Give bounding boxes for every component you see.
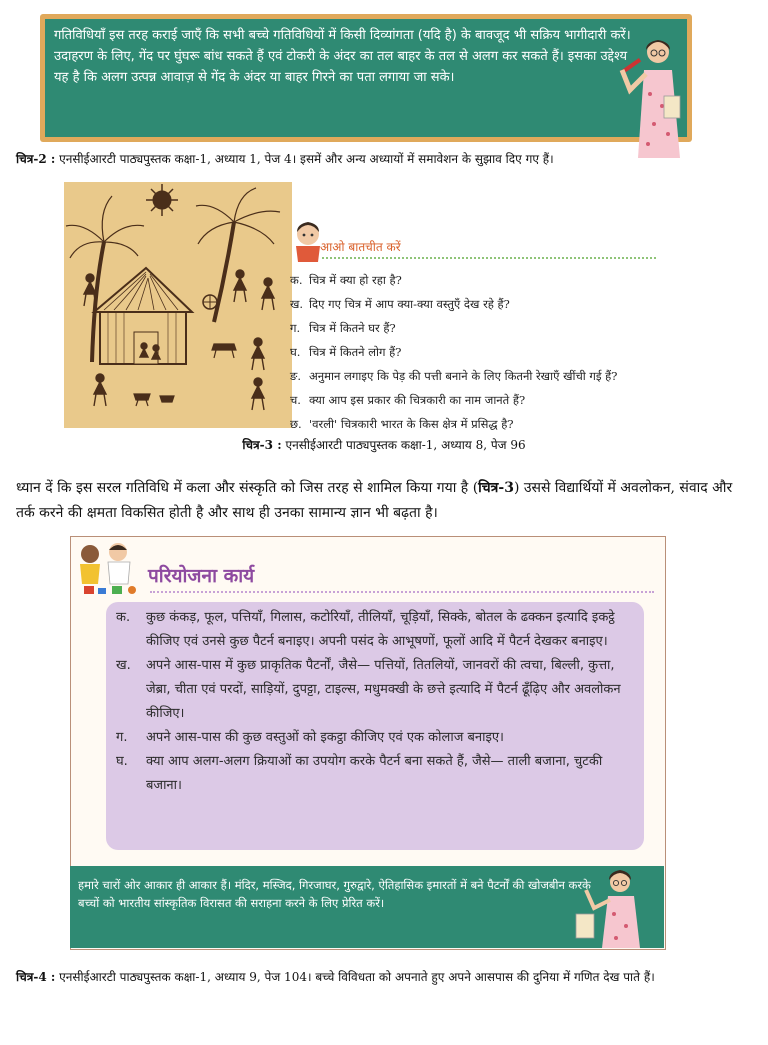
list-item: [290, 316, 670, 340]
question-text: क्या आप इस प्रकार की चित्रकारी का नाम जानते हैं?: [309, 393, 526, 407]
paragraph-text-end: ) उससे विद्यार्थियों में अवलोकन, संवाद और तर्क करने की क्षमता विकसित होती है और साथ ही उनका सामान्य ज्ञान भी बढ़ता है।: [16, 480, 733, 521]
figure-3-caption-label: चित्र-3 :: [242, 438, 282, 452]
question-key: घ.: [290, 345, 301, 359]
list-item: [290, 364, 670, 388]
question-key: ग.: [290, 321, 301, 335]
figure-2-caption-text: एनसीईआरटी पाठ्यपुस्तक कक्षा-1, अध्याय 1, पेज 4। इसमें और अन्य अध्यायों में समावेशन के सुझाव दिए गए हैं।: [55, 152, 554, 166]
list-item: [290, 388, 670, 412]
chalkboard-surface: [45, 19, 687, 137]
list-item: [290, 412, 670, 436]
question-key: छ.: [290, 417, 302, 431]
item-key: ख.: [116, 658, 131, 673]
list-item: [116, 726, 642, 750]
item-text: अपने आस-पास में कुछ प्राकृतिक पैटर्नों, जैसे— पत्तियों, तितलियों, जानवरों की त्वचा, बिल्ली, कुत्ता, जेब्रा, चीता एवं परदों, साड़ियों, दुपट्टा, टाइल्स, मधुमक्खी के छत्ते इत्यादि में पैटर्न ढूँढ़िए और अवलोकन कीजिए।: [146, 658, 621, 721]
body-paragraph: [16, 476, 752, 526]
list-item: [290, 340, 670, 364]
project-item-list: [116, 606, 642, 798]
children-illustration: [72, 540, 144, 598]
discussion-question-list: [290, 268, 670, 436]
paragraph-text-start: ध्यान दें कि इस सरल गतिविधि में कला और संस्कृति को जिस तरह से शामिल किया गया है (: [16, 480, 479, 496]
figure-2-caption-label: चित्र-2 :: [16, 152, 56, 166]
question-text: चित्र में कितने लोग हैं?: [309, 345, 402, 359]
discussion-panel-title: आओ बातचीत करें: [320, 240, 401, 254]
figure-4-caption: [16, 966, 746, 988]
question-text: चित्र में क्या हो रहा है?: [309, 273, 402, 287]
teacher-illustration: [572, 866, 658, 948]
item-text: अपने आस-पास की कुछ वस्तुओं को इकट्ठा कीजिए एवं एक कोलाज बनाइए।: [146, 730, 504, 745]
figure-3-caption-text: एनसीईआरटी पाठ्यपुस्तक कक्षा-1, अध्याय 8, पेज 96: [281, 438, 526, 452]
item-key: क.: [116, 610, 131, 625]
figure-4-caption-text: एनसीईआरटी पाठ्यपुस्तक कक्षा-1, अध्याय 9, पेज 104। बच्चे विविधता को अपनाते हुए अपने आसपास की दुनिया में गणित देख पाते हैं।: [55, 970, 655, 984]
question-text: अनुमान लगाइए कि पेड़ की पत्ती बनाने के लिए कितनी रेखाएँ खींची गई हैं?: [309, 369, 618, 383]
item-key: घ.: [116, 754, 128, 769]
chalkboard-text: गतिविधियाँ इस तरह कराई जाएँ कि सभी बच्चे गतिविधियों में किसी दिव्यांगता (यदि है) के बावजूद भी सक्रिय भागीदारी करें। उदाहरण के लिए, गेंद पर घुंघरू बांध सकते हैं एवं टोकरी के अंदर का तल बाहर के तल से अलग कर सकते हैं। इसका उद्देश्य यह है कि अलग उत्पन्न आवाज़ से गेंद के अंदर या बाहर गिरने का पता लगाया जा सके।: [54, 28, 631, 85]
list-item: [290, 292, 670, 316]
teacher-illustration: [614, 34, 686, 158]
figure-4-caption-label: चित्र-4 :: [16, 970, 56, 984]
question-key: च.: [290, 393, 301, 407]
question-key: ख.: [290, 297, 304, 311]
figure-2-caption: [16, 150, 756, 169]
item-text: कुछ कंकड़, फूल, पत्तियाँ, गिलास, कटोरियाँ, तीलियाँ, चूड़ियाँ, सिक्के, बोतल के ढक्कन इत्यादि इकट्ठे कीजिए एवं उनसे कुछ पैटर्न बनाइए। अपनी पसंद के आभूषणों, फूलों आदि में पैटर्न देखकर बनाइए।: [146, 610, 615, 649]
figure-3-caption: [0, 436, 768, 455]
teacher-note-text: हमारे चारों ओर आकार ही आकार हैं। मंदिर, मस्जिद, गिरजाघर, गुरुद्वारे, ऐतिहासिक इमारतों में बने पैटर्नों की खोजबीन करके बच्चों को भारतीय सांस्कृतिक विरासत की सराहना करने के लिए प्रेरित करें।: [78, 878, 591, 910]
list-item: [116, 606, 642, 654]
question-key: क.: [290, 273, 303, 287]
question-text: दिए गए चित्र में आप क्या-क्या वस्तुएँ देख रहे हैं?: [309, 297, 510, 311]
list-item: [116, 654, 642, 726]
question-text: चित्र में कितने घर हैं?: [309, 321, 396, 335]
list-item: [290, 268, 670, 292]
question-key: ङ.: [290, 369, 301, 383]
question-text: 'वरली' चित्रकारी भारत के किस क्षेत्र में प्रसिद्ध है?: [309, 417, 514, 431]
paragraph-figure-reference: चित्र-3: [478, 480, 514, 496]
chalkboard-figure-2: [40, 14, 692, 142]
item-key: ग.: [116, 730, 128, 745]
warli-painting: [64, 182, 292, 428]
item-text: क्या आप अलग-अलग क्रियाओं का उपयोग करके पैटर्न बना सकते हैं, जैसे— ताली बजाना, चुटकी बजाना।: [146, 754, 603, 793]
list-item: [116, 750, 642, 798]
title-divider: [150, 591, 654, 593]
project-work-title: परियोजना कार्य: [148, 565, 255, 587]
